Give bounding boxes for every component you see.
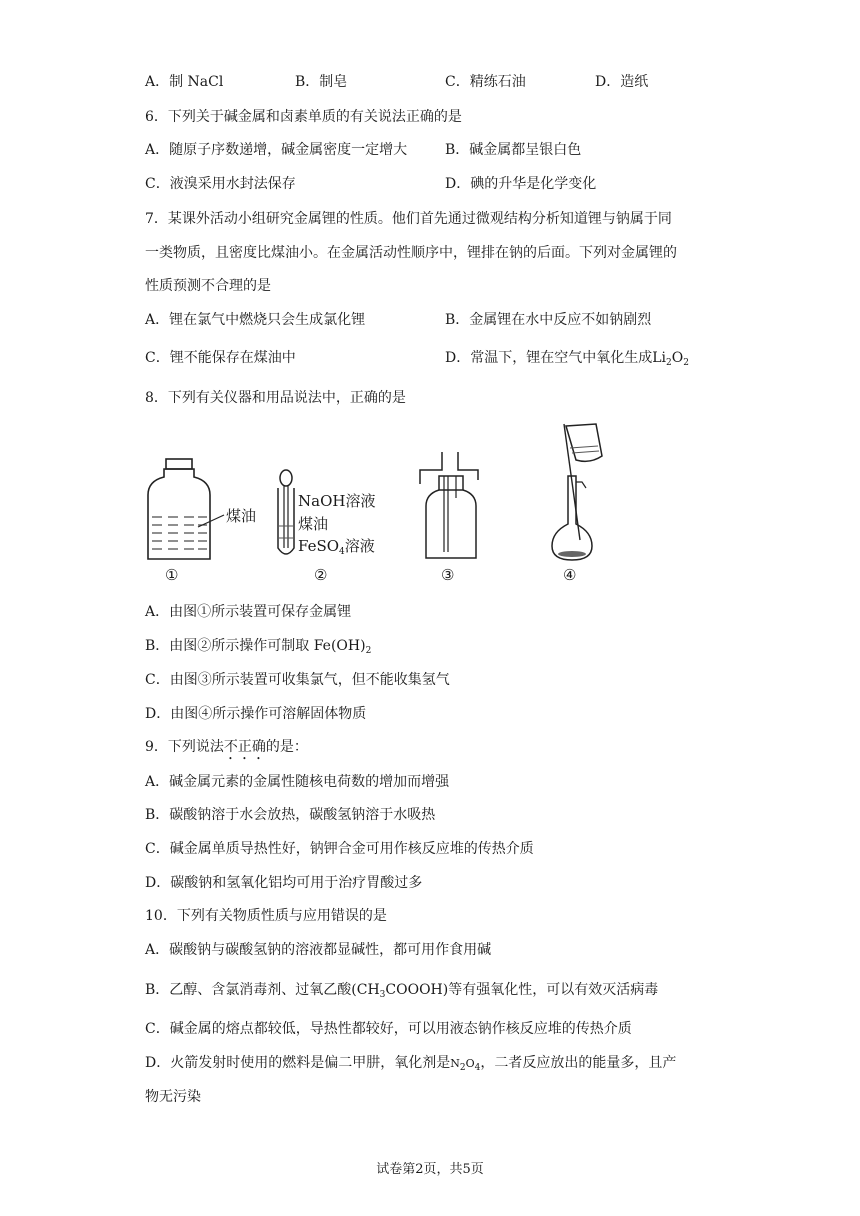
q10-stem: 10．下列有关物质性质与应用错误的是 bbox=[145, 908, 387, 924]
q6-option-b: B．碱金属都呈银白色 bbox=[445, 142, 582, 158]
q9-option-a: A．碱金属元素的金属性随核电荷数的增加而增强 bbox=[145, 774, 450, 790]
q7-stem-line3: 性质预测不合理的是 bbox=[145, 278, 271, 294]
figure-1-number: ① bbox=[165, 566, 179, 584]
q7-stem-line1: 7．某课外活动小组研究金属锂的性质。他们首先通过微观结构分析知道锂与钠属于同 bbox=[145, 211, 672, 227]
q6-option-a: A．随原子序数递增，碱金属密度一定增大 bbox=[145, 142, 408, 158]
figure-4-volumetric-flask bbox=[540, 420, 640, 565]
q8-option-b: B．由图②所示操作可制取 $Fe(OH)_2$ bbox=[145, 638, 372, 656]
q6-stem: 6．下列关于碱金属和卤素单质的有关说法正确的是 bbox=[145, 109, 462, 125]
page-footer: 试卷第2页，共5页 bbox=[376, 1162, 484, 1177]
figure-3-number: ③ bbox=[441, 566, 455, 584]
q6-option-d: D．碘的升华是化学变化 bbox=[445, 176, 597, 192]
figure-1-label-kerosene: 煤油 bbox=[226, 507, 257, 525]
q9-option-d: D．碳酸钠和氢氧化铝均可用于治疗胃酸过多 bbox=[145, 875, 423, 891]
q9-stem: 9．下列说法不正确的是： bbox=[145, 739, 308, 755]
q10-option-b: B．乙醇、含氯消毒剂、过氧乙酸$(CH_3COOOH)$等有强氧化性，可以有效灭活病毒 bbox=[145, 982, 659, 1000]
q7-option-c: C．锂不能保存在煤油中 bbox=[145, 350, 296, 366]
q10-option-c: C．碱金属的熔点都较低，导热性都较好，可以用液态钠作核反应堆的传热介质 bbox=[145, 1021, 632, 1037]
q7-stem-line2: 一类物质，且密度比煤油小。在金属活动性顺序中，锂排在钠的后面。下列对金属锂的 bbox=[145, 245, 677, 261]
q6-option-c: C．液溴采用水封法保存 bbox=[145, 176, 296, 192]
q8-option-d: D．由图④所示操作可溶解固体物质 bbox=[145, 706, 367, 722]
q5-option-a: A．制 NaCl bbox=[145, 74, 224, 90]
q5-option-c: C．精练石油 bbox=[445, 74, 526, 90]
q9-emphasis-not-correct: 不正确 bbox=[223, 739, 266, 755]
q7-option-b: B．金属锂在水中反应不如钠剧烈 bbox=[445, 312, 652, 328]
q9-option-b: B．碳酸钠溶于水会放热，碳酸氢钠溶于水吸热 bbox=[145, 807, 436, 823]
q7-option-d: D．常温下，锂在空气中氧化生成$Li_2O_2$ bbox=[445, 350, 689, 368]
q8-stem: 8．下列有关仪器和用品说法中，正确的是 bbox=[145, 390, 406, 406]
q8-option-c: C．由图③所示装置可收集氯气，但不能收集氢气 bbox=[145, 672, 450, 688]
figure-4-number: ④ bbox=[563, 566, 577, 584]
q9-option-c: C．碱金属单质导热性好，钠钾合金可用作核反应堆的传热介质 bbox=[145, 841, 534, 857]
figure-3-gas-bottle bbox=[412, 448, 492, 563]
figure-2-number: ② bbox=[314, 566, 328, 584]
q10-option-d-line2: 物无污染 bbox=[145, 1089, 201, 1105]
q5-option-b: B．制皂 bbox=[295, 74, 348, 90]
figure-2-label-naoh: NaOH溶液 bbox=[298, 492, 376, 510]
q10-option-a: A．碳酸钠与碳酸氢钠的溶液都显碱性，都可用作食用碱 bbox=[145, 942, 492, 958]
figure-2-label-kerosene: 煤油 bbox=[298, 515, 329, 533]
figure-2-label-feso4: FeSO$_4$溶液 bbox=[298, 537, 375, 557]
q7-option-a: A．锂在氯气中燃烧只会生成氯化锂 bbox=[145, 312, 366, 328]
q10-option-d-line1: D．火箭发射时使用的燃料是偏二甲肼，氧化剂是$N_2O_4$，二者反应放出的能量多，且产 bbox=[145, 1055, 677, 1073]
q8-option-a: A．由图①所示装置可保存金属锂 bbox=[145, 604, 352, 620]
q5-option-d: D．造纸 bbox=[595, 74, 649, 90]
